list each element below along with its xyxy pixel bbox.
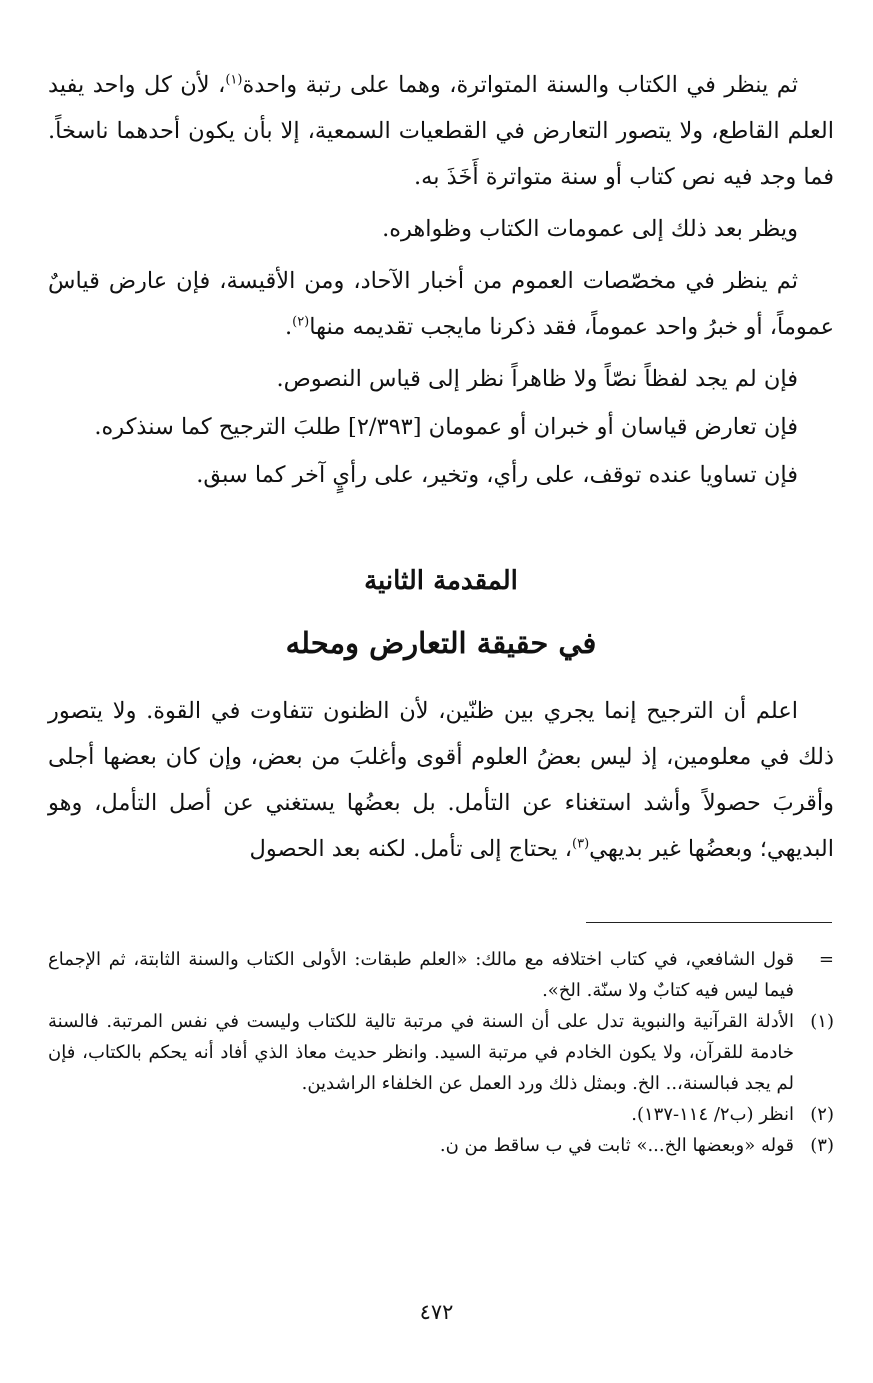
footnote-3: [48, 1130, 834, 1161]
paragraph-3-text: ثم ينظر في مخصّصات العموم من أخبار الآحاد، ومن الأقيسة، فإن عارض قياسٌ عموماً، أو خبرُ واحد عموماً، فقد ذكرنا مايجب تقديمه منها: [48, 268, 834, 340]
footnote-mark: =: [818, 949, 834, 970]
paragraph-1-rest: ، لأن كل واحد يفيد العلم القاطع، ولا يتصور التعارض في القطعيات السمعية، إلا بأن يكون أحدهما ناسخاً. فما وجد فيه نص كتاب أو سنة متواترة أَخَذَ به.: [48, 72, 834, 190]
paragraph-1-start: ثم ينظر في الكتاب والسنة المتواترة، وهما على رتبة واحدة: [242, 72, 798, 98]
paragraph-7-text: اعلم أن الترجيح إنما يجري بين ظنّين، لأن الظنون تتفاوت في القوة. ولا يتصور ذلك في معلومين، إذ ليس بعضُ العلوم أقوى وأغلبَ من بعض، وإن كان بعضها أجلى وأقربَ حصولاً وأشد استغناء عن التأمل. بل بعضُها يستغني عن أصل التأمل، وهو البديهي؛ وبعضُها غير بديهي: [48, 698, 834, 862]
paragraph-3: [48, 258, 834, 350]
footnote-2: [48, 1099, 834, 1130]
footnote-text: قوله «وبعضها الخ...» ثابت في ب ساقط من ن.: [439, 1135, 794, 1156]
paragraph-4: فإن لم يجد لفظاً نصّاً ولا ظاهراً نظر إلى قياس النصوص.: [276, 366, 798, 392]
paragraph-7: [48, 688, 834, 872]
footnote-mark: (١): [810, 1011, 834, 1032]
paragraph-2: ويظر بعد ذلك إلى عمومات الكتاب وظواهره.: [382, 216, 798, 242]
footnote-1: [48, 1006, 834, 1099]
section-subtitle: في حقيقة التعارض ومحله: [285, 626, 597, 660]
footnote-mark: (٢): [810, 1104, 834, 1125]
paragraph-5: فإن تعارض قياسان أو خبران أو عمومان [٢/٣٩٣] طلبَ الترجيح كما سنذكره.: [94, 414, 798, 440]
footnote-continued: [48, 944, 834, 1006]
section-2-text: [48, 688, 834, 872]
footnotes: [48, 944, 834, 1161]
footnote-ref-2: (٢): [292, 314, 310, 330]
paragraph-3-end: .: [284, 314, 293, 340]
footnote-text: قول الشافعي، في كتاب اختلافه مع مالك: «العلم طبقات: الأولى الكتاب والسنة الثابتة، ثم الإجماع فيما ليس فيه كتابٌ ولا سنّة. الخ».: [48, 949, 794, 1001]
paragraph-6: فإن تساويا عنده توقف، على رأي، وتخير، على رأيٍ آخر كما سبق.: [196, 462, 798, 488]
footnote-text: انظر (ب٢/ ١١٤-١٣٧).: [631, 1104, 794, 1125]
footnote-text: الأدلة القرآنية والنبوية تدل على أن السنة في مرتبة تالية للكتاب وليست في نفس المرتبة. فالسنة خادمة للقرآن، ولا يكون الخادم في مرتبة السيد. وانظر حديث معاذ الذي أفاد أنه يحكم بالكتاب، فإن لم يجد فبالسنة،.. الخ. وبمثل ذلك ورد العمل عن الخلفاء الراشدين.: [48, 1011, 794, 1094]
page-number: ٤٧٢: [419, 1300, 454, 1324]
footnote-divider: [586, 922, 832, 923]
paragraph-1: [48, 62, 834, 200]
footnote-ref-1: (١): [225, 72, 243, 88]
footnote-mark: (٣): [810, 1135, 834, 1156]
main-text: [48, 62, 834, 500]
footnote-ref-3: (٣): [572, 836, 590, 852]
section-title: المقدمة الثانية: [364, 566, 518, 596]
paragraph-7-rest: ، يحتاج إلى تأمل. لكنه بعد الحصول: [249, 836, 572, 862]
